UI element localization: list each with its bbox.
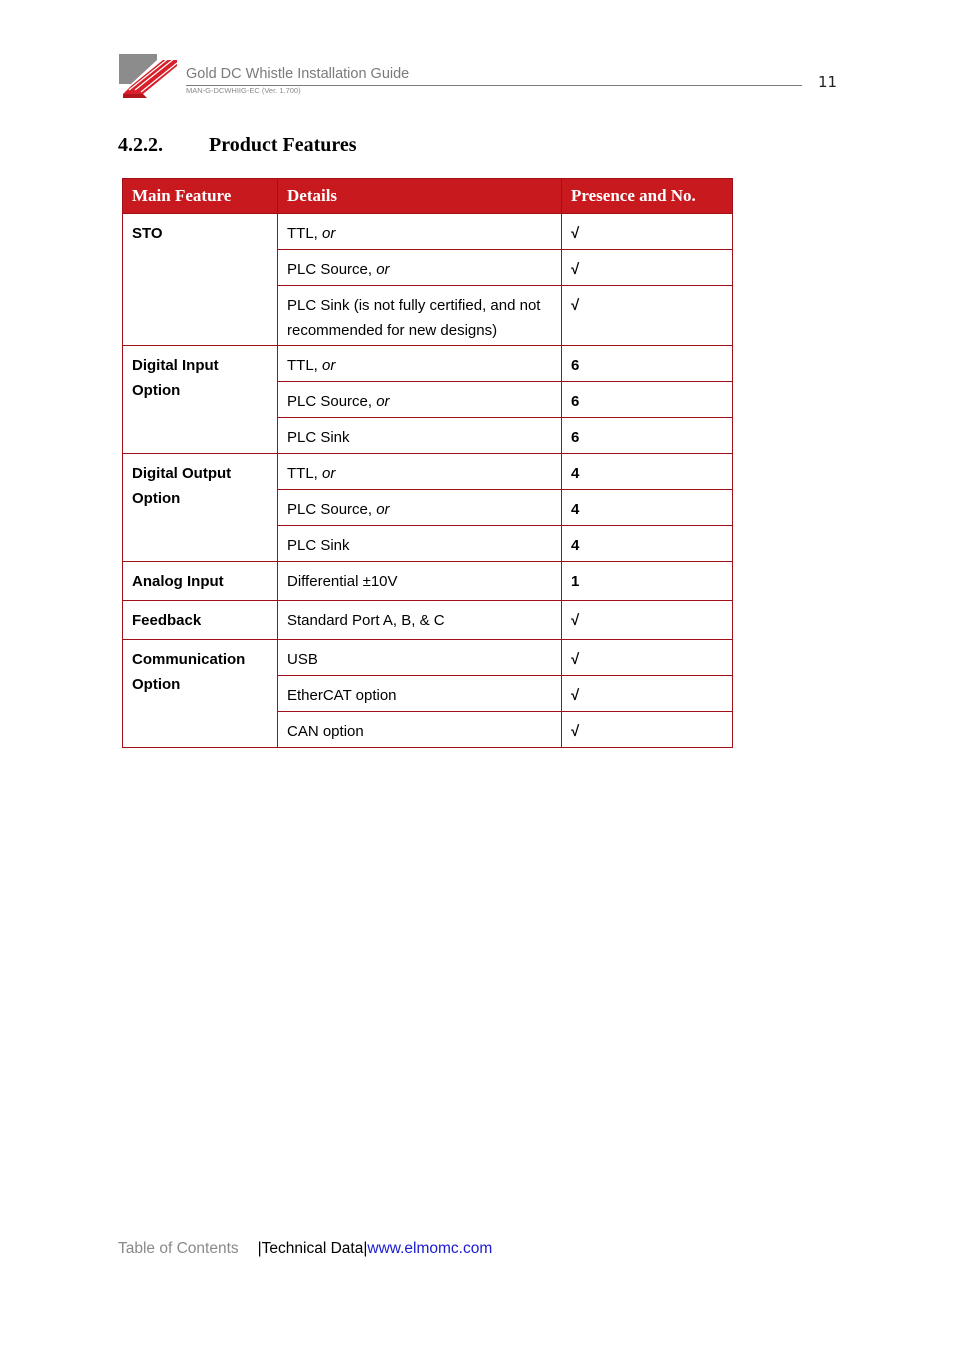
table-row (123, 454, 733, 490)
presence-cell: √ (562, 676, 733, 712)
page-footer (118, 1240, 492, 1258)
detail-cell: Differential ±10V (278, 562, 562, 601)
presence-cell: √ (562, 640, 733, 676)
presence-cell: 1 (562, 562, 733, 601)
table-row (123, 214, 733, 250)
detail-cell: TTL, or (278, 346, 562, 382)
detail-cell: EtherCAT option (278, 676, 562, 712)
detail-cell: PLC Sink (278, 526, 562, 562)
footer-separator: | (257, 1240, 262, 1257)
footer-toc-link[interactable]: Table of Contents (118, 1240, 239, 1257)
detail-cell: PLC Sink (is not fully certified, and not recommended for new designs) (278, 286, 562, 346)
document-title: Gold DC Whistle Installation Guide (186, 66, 410, 82)
table-row (123, 601, 733, 640)
detail-cell: Standard Port A, B, & C (278, 601, 562, 640)
detail-cell: PLC Source, or (278, 490, 562, 526)
table-row (123, 346, 733, 382)
page-header (0, 0, 954, 110)
footer-separator: | (363, 1240, 368, 1257)
column-header-details: Details (278, 179, 562, 214)
table-row (123, 640, 733, 676)
section-title: Product Features (209, 134, 357, 156)
detail-cell: TTL, or (278, 214, 562, 250)
presence-cell: 4 (562, 490, 733, 526)
detail-cell: CAN option (278, 712, 562, 748)
detail-cell: PLC Source, or (278, 250, 562, 286)
presence-cell: 6 (562, 418, 733, 454)
detail-cell: PLC Sink (278, 418, 562, 454)
section-number: 4.2.2. (118, 134, 163, 156)
presence-cell: 4 (562, 526, 733, 562)
presence-cell: 4 (562, 454, 733, 490)
presence-cell: 6 (562, 346, 733, 382)
feature-cell: Analog Input (123, 562, 278, 601)
presence-cell: √ (562, 712, 733, 748)
column-header-presence: Presence and No. (562, 179, 733, 214)
presence-cell: √ (562, 214, 733, 250)
column-header-main-feature: Main Feature (123, 179, 278, 214)
table-header-row (123, 179, 733, 214)
presence-cell: 6 (562, 382, 733, 418)
detail-cell: USB (278, 640, 562, 676)
feature-cell: Digital Input Option (123, 346, 278, 454)
detail-cell: TTL, or (278, 454, 562, 490)
feature-cell: Feedback (123, 601, 278, 640)
document-code: MAN-G-DCWHIIG-EC (Ver. 1.700) (186, 86, 301, 95)
footer-technical-data-link[interactable]: Technical Data (261, 1240, 364, 1257)
presence-cell: √ (562, 250, 733, 286)
feature-cell: Digital Output Option (123, 454, 278, 562)
table-row (123, 562, 733, 601)
presence-cell: √ (562, 601, 733, 640)
presence-cell: √ (562, 286, 733, 346)
section-heading (118, 134, 357, 157)
elmo-logo-icon (117, 54, 179, 98)
page-number: 11 (818, 73, 838, 91)
feature-cell: Communication Option (123, 640, 278, 748)
product-features-table (122, 178, 733, 748)
footer-website-link[interactable]: www.elmomc.com (367, 1240, 493, 1257)
feature-cell: STO (123, 214, 278, 346)
detail-cell: PLC Source, or (278, 382, 562, 418)
